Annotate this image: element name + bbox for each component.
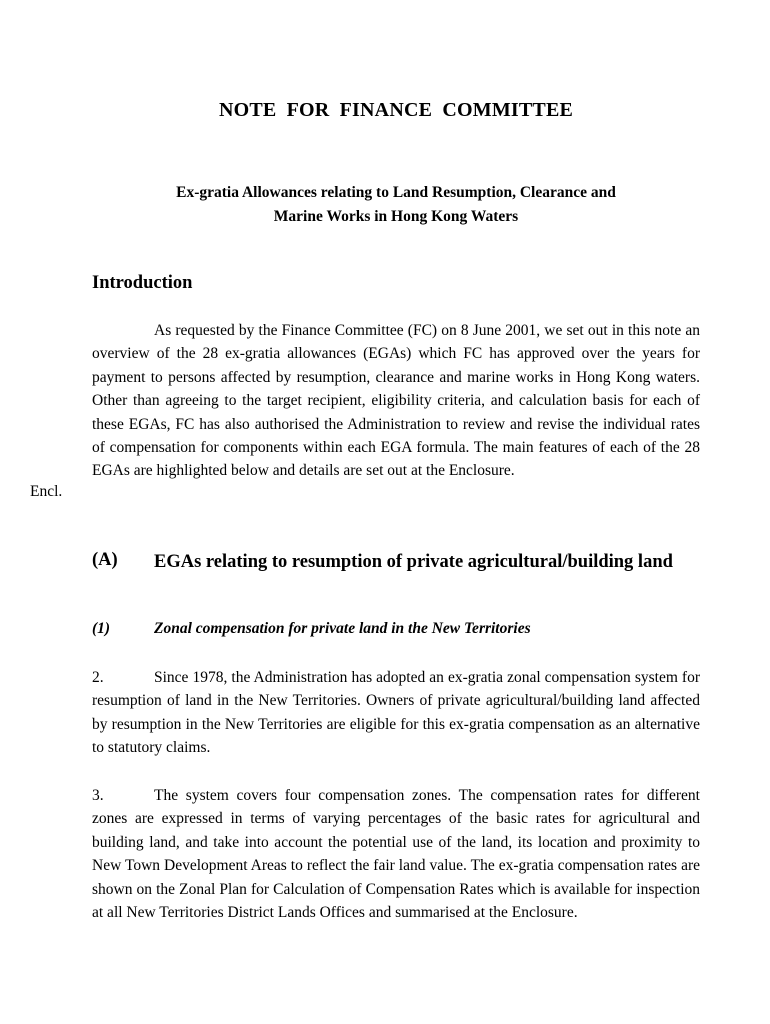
paragraph-3	[92, 784, 700, 924]
introduction-text: As requested by the Finance Committee (FC) on 8 June 2001, we set out in this note an overview of the 28 ex-gratia allowances (EGAs) which FC has approved over the years for payment to persons affected by resumption, clearance and marine works in Hong Kong waters. Other than agreeing to the target recipient, eligibility criteria, and calculation basis for each of these EGAs, FC has also authorised the Administration to review and revise the individual rates of compensation for components within each EGA formula. The main features of each of the 28 EGAs are highlighted below and details are set out at the Enclosure.	[92, 322, 700, 480]
introduction-paragraph	[92, 319, 700, 483]
paragraph-2	[92, 666, 700, 760]
document-title: NOTE FOR FINANCE COMMITTEE	[218, 99, 574, 121]
subtitle-line-2: Marine Works in Hong Kong Waters	[273, 208, 519, 225]
introduction-heading: Introduction	[92, 273, 193, 293]
paragraph-2-text: Since 1978, the Administration has adopted an ex-gratia zonal compensation system for resumption of land in the New Territories. Owners of private agricultural/building land affected by resumption in the New Territories are eligible for this ex-gratia compensation as an alternative to statutory claims.	[92, 669, 700, 757]
document-subtitle	[92, 181, 700, 229]
section-a-heading: EGAs relating to resumption of private agricultural/building land	[154, 552, 673, 572]
enclosure-margin-note: Encl.	[30, 483, 63, 500]
section-a-label: (A)	[92, 550, 118, 570]
subtitle-line-1: Ex-gratia Allowances relating to Land Resumption, Clearance and	[176, 184, 616, 201]
subsection-1-heading: Zonal compensation for private land in the New Territories	[154, 620, 531, 637]
paragraph-2-number: 2.	[92, 669, 104, 686]
paragraph-3-text: The system covers four compensation zones. The compensation rates for different zones are expressed in terms of varying percentages of the basic rates for agricultural and building land, and take into account the potential use of the land, its location and proximity to New Town Development Areas to reflect the fair land value. The ex-gratia compensation rates are shown on the Zonal Plan for Calculation of Compensation Rates which is available for inspection at all New Territories District Lands Offices and summarised at the Enclosure.	[92, 787, 700, 922]
subsection-1-label: (1)	[92, 620, 111, 637]
paragraph-3-number: 3.	[92, 787, 104, 804]
